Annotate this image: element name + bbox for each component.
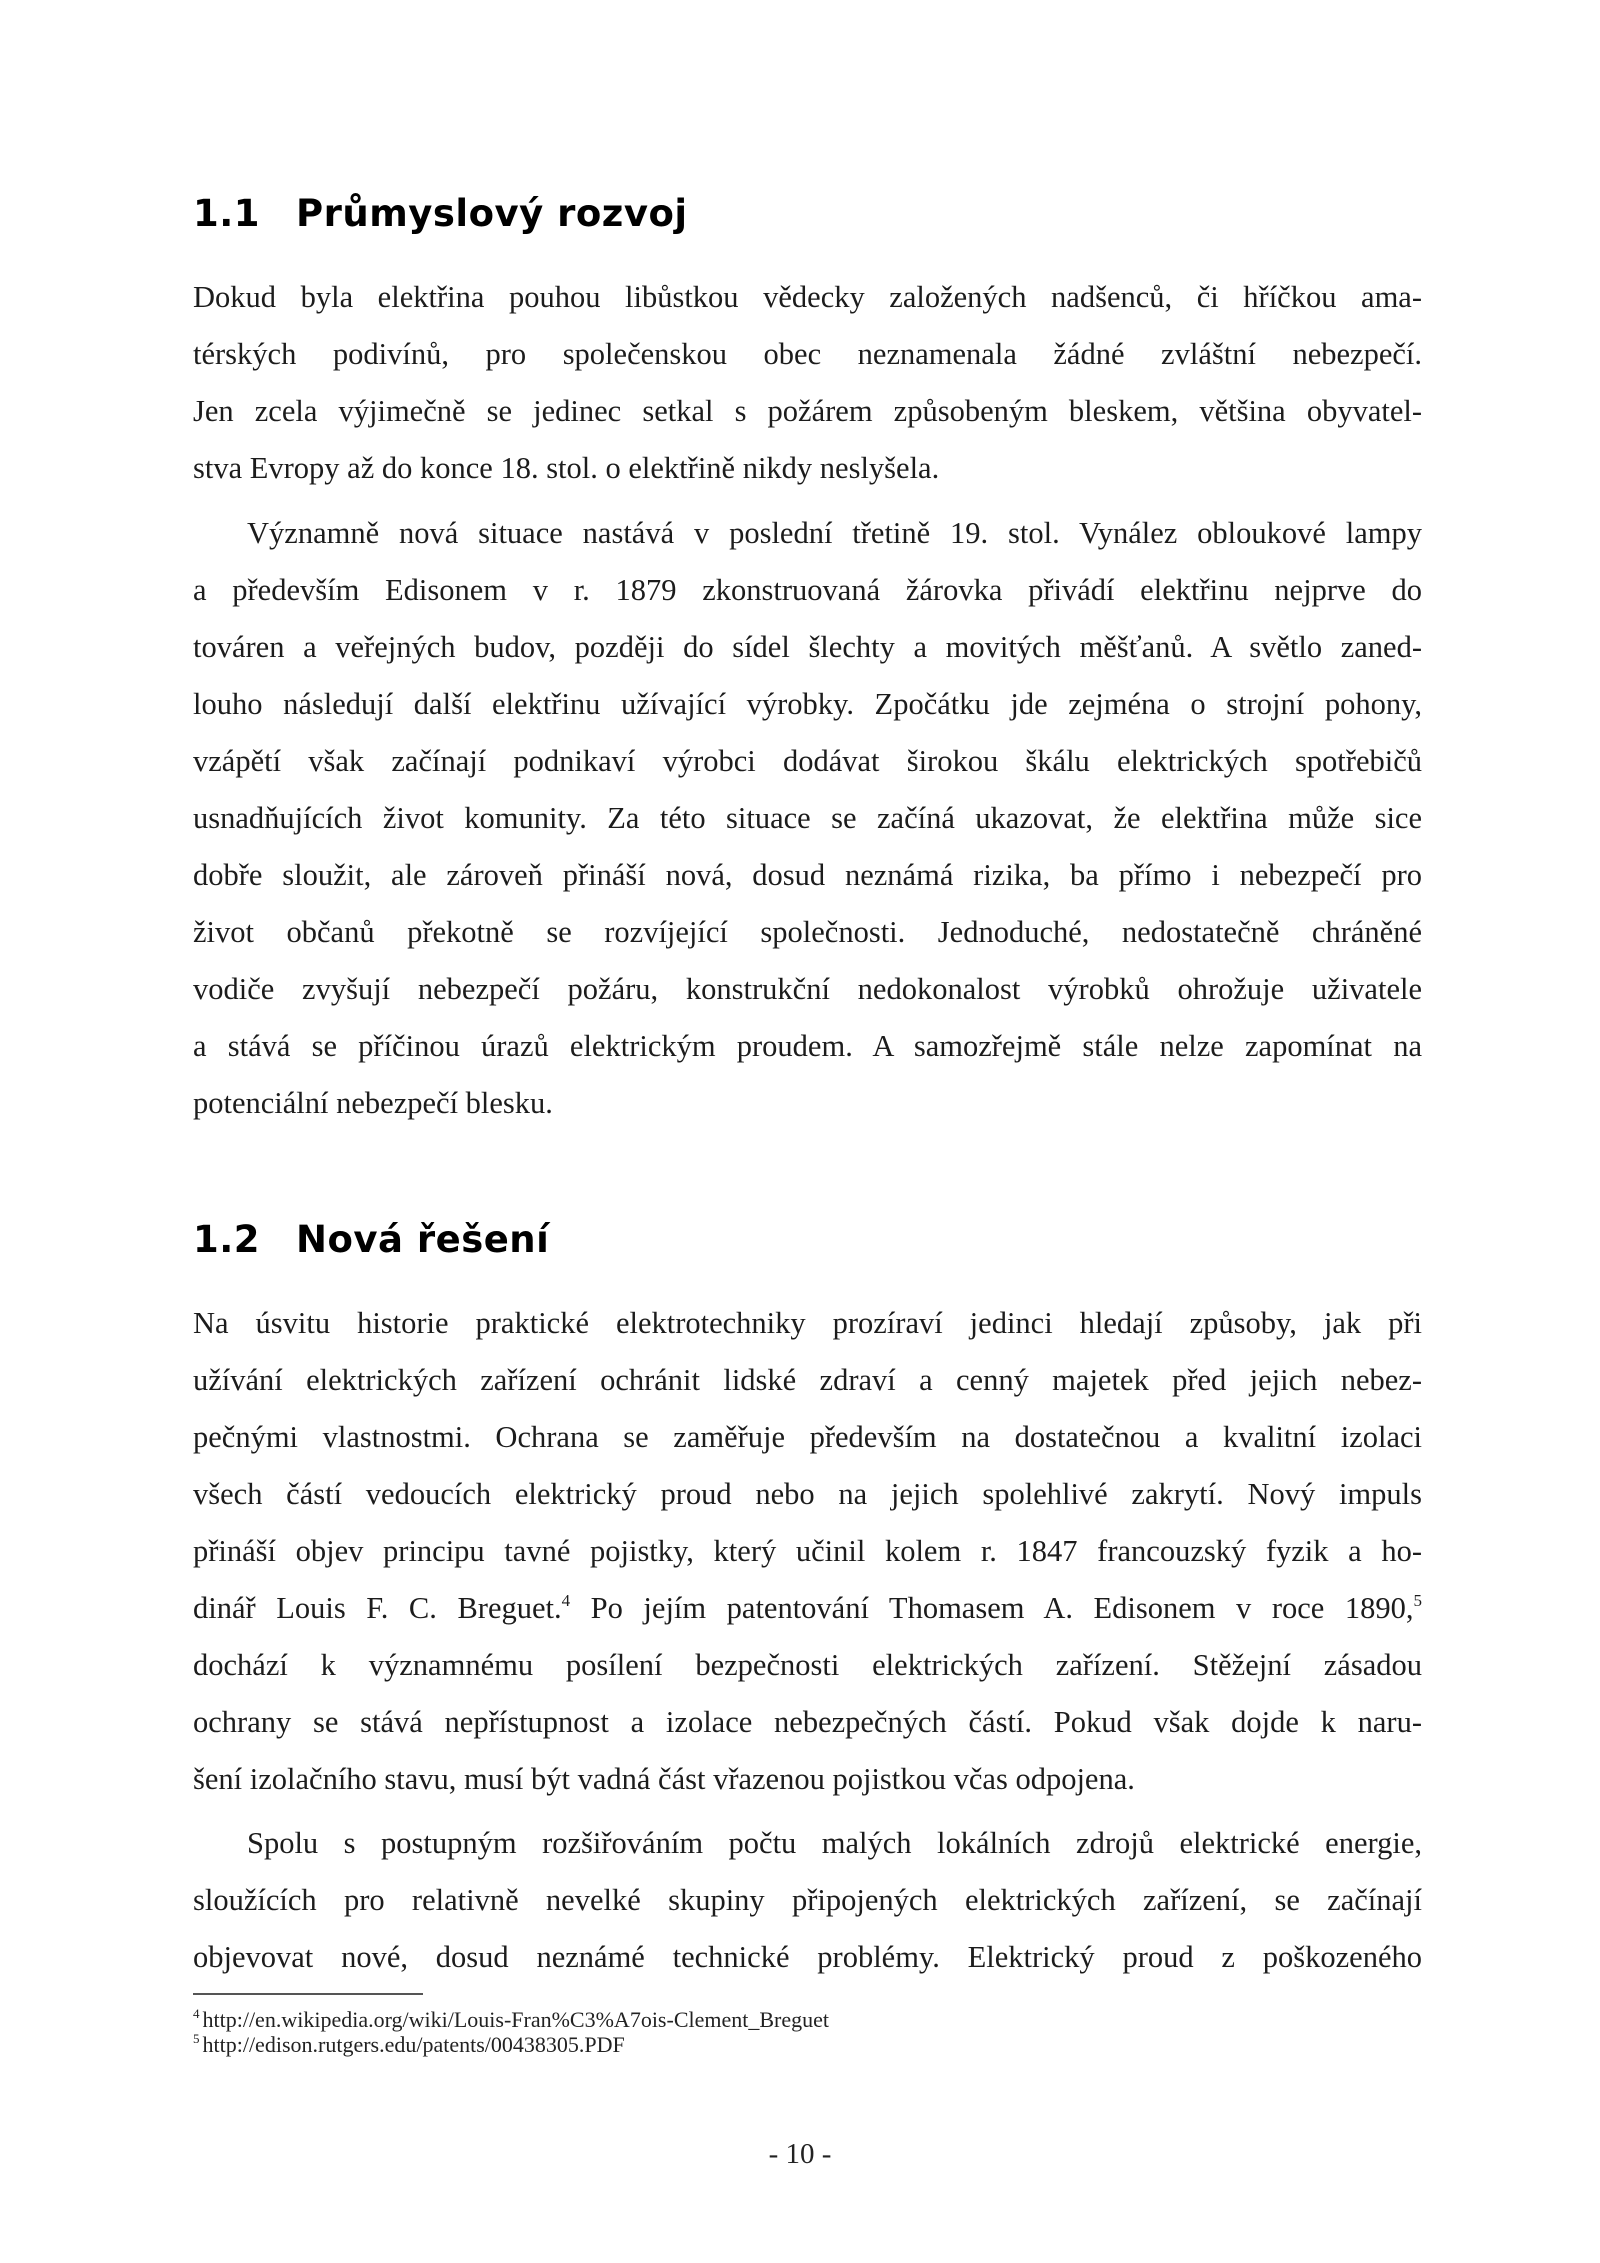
text-line: přináší objev principu tavné pojistky, který učinil kolem r. 1847 francouzský fyzik a ho- — [193, 1534, 1422, 1568]
text-line: užívání elektrických zařízení ochránit lidské zdraví a cenný majetek před jejich nebez- — [193, 1363, 1422, 1397]
section-heading-1-2 — [193, 1218, 549, 1261]
text-line: a stává se příčinou úrazů elektrickým proudem. A samozřejmě stále nelze zapomínat na — [193, 1029, 1422, 1063]
text-line-with-footnote-refs — [193, 1588, 1422, 1628]
section-heading-1-1 — [193, 192, 688, 235]
text-line: Na úsvitu historie praktické elektrotechniky prozíraví jedinci hledají způsoby, jak při — [193, 1306, 1422, 1340]
text-segment: Po jejím patentování Thomasem A. Edisonem v roce 1890, — [570, 1591, 1414, 1625]
text-line: potenciální nebezpečí blesku. — [193, 1086, 553, 1120]
footnote — [193, 2007, 829, 2033]
footnote-link[interactable]: http://edison.rutgers.edu/patents/00438305.PDF — [202, 2032, 625, 2057]
section-title: Průmyslový rozvoj — [296, 192, 688, 235]
text-line: stva Evropy až do konce 18. stol. o elektřině nikdy neslyšela. — [193, 451, 940, 485]
text-line: usnadňujících život komunity. Za této situace se začíná ukazovat, že elektřina může sice — [193, 801, 1422, 835]
text-line: térských podivínů, pro společenskou obec neznamenala žádné zvláštní nebezpečí. — [193, 337, 1422, 371]
text-line: Jen zcela výjimečně se jedinec setkal s požárem způsobeným bleskem, většina obyvatel- — [193, 394, 1422, 428]
text-line: vodiče zvyšují nebezpečí požáru, konstrukční nedokonalost výrobků ohrožuje uživatele — [193, 972, 1422, 1006]
text-line: sloužících pro relativně nevelké skupiny připojených elektrických zařízení, se začínají — [193, 1883, 1422, 1917]
section-number: 1.2 — [193, 1218, 261, 1261]
text-line: pečnými vlastnostmi. Ochrana se zaměřuje především na dostatečnou a kvalitní izolaci — [193, 1420, 1422, 1454]
text-line: dochází k významnému posílení bezpečnosti elektrických zařízení. Stěžejní zásadou — [193, 1648, 1422, 1682]
text-line: továren a veřejných budov, později do sídel šlechty a movitých měšťanů. A světlo zaned- — [193, 630, 1422, 664]
text-line: Významně nová situace nastává v poslední třetině 19. stol. Vynález obloukové lampy — [247, 516, 1422, 550]
text-line: objevovat nové, dosud neznámé technické problémy. Elektrický proud z poškozeného — [193, 1940, 1422, 1974]
text-line: dobře sloužit, ale zároveň přináší nová, dosud neznámá rizika, ba přímo i nebezpečí pro — [193, 858, 1422, 892]
text-line: všech částí vedoucích elektrický proud nebo na jejich spolehlivé zakrytí. Nový impuls — [193, 1477, 1422, 1511]
footnote-mark: 4 — [193, 2006, 200, 2021]
text-line: ochrany se stává nepřístupnost a izolace nebezpečných částí. Pokud však dojde k naru- — [193, 1705, 1422, 1739]
text-line: a především Edisonem v r. 1879 zkonstruovaná žárovka přivádí elektřinu nejprve do — [193, 573, 1422, 607]
footnote — [193, 2032, 625, 2058]
text-line: Dokud byla elektřina pouhou libůstkou vědecky založených nadšenců, či hříčkou ama- — [193, 280, 1422, 314]
footnote-reference[interactable]: 5 — [1413, 1591, 1422, 1610]
footnote-mark: 5 — [193, 2031, 200, 2046]
text-line: život občanů překotně se rozvíjející společnosti. Jednoduché, nedostatečně chráněné — [193, 915, 1422, 949]
section-title: Nová řešení — [296, 1218, 550, 1261]
footnote-reference[interactable]: 4 — [561, 1591, 571, 1610]
text-line: šení izolačního stavu, musí být vadná část vřazenou pojistkou včas odpojena. — [193, 1762, 1135, 1796]
text-line: vzápětí však začínají podnikaví výrobci dodávat širokou škálu elektrických spotřebičů — [193, 744, 1422, 778]
footnote-link[interactable]: http://en.wikipedia.org/wiki/Louis-Fran%C3%A7ois-Clement_Breguet — [202, 2007, 830, 2032]
footnote-separator — [193, 1993, 423, 1995]
text-line: louho následují další elektřinu užívající výrobky. Zpočátku jde zejména o strojní pohony, — [193, 687, 1422, 721]
text-line: Spolu s postupným rozšiřováním počtu malých lokálních zdrojů elektrické energie, — [247, 1826, 1422, 1860]
text-segment: dinář Louis F. C. Breguet. — [193, 1591, 562, 1625]
page-number: - 10 - — [768, 2138, 832, 2170]
section-number: 1.1 — [193, 192, 261, 235]
